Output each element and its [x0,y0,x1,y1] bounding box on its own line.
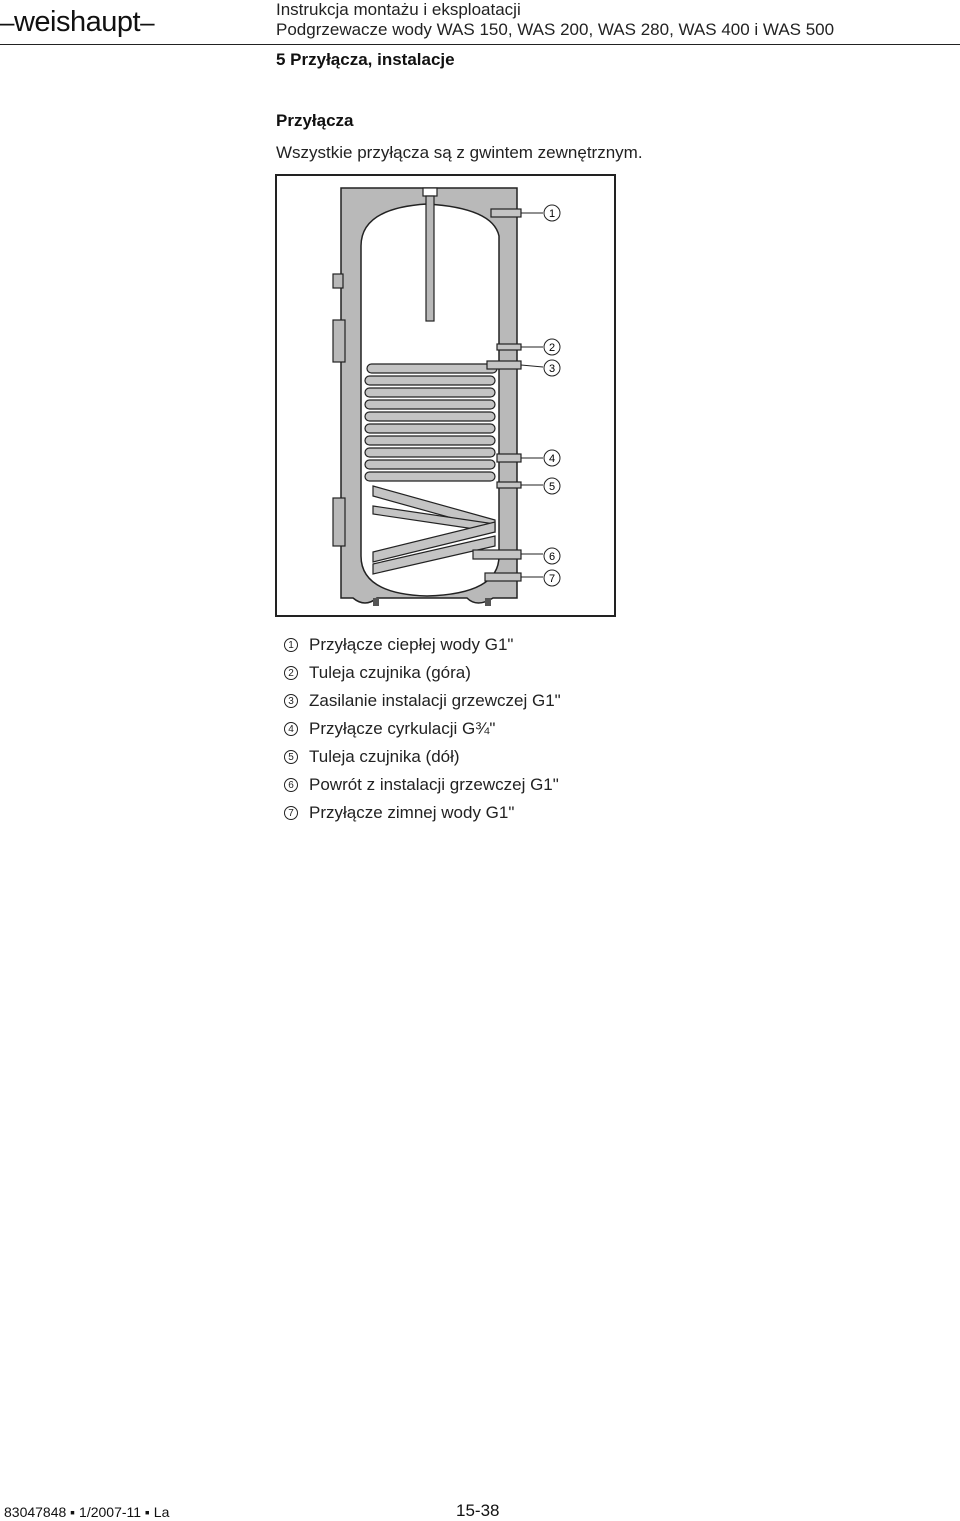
tank-foot-left [373,598,379,606]
legend-text: Przyłącze cyrkulacji G¾" [309,719,496,738]
svg-text:6: 6 [548,551,556,563]
subsection-title: Przyłącza [276,111,354,130]
legend-number: 4 [284,722,298,736]
page-number: 15-38 [456,1501,500,1520]
legend-text: Tuleja czujnika (góra) [309,663,471,682]
callout-3 [544,360,560,376]
document-title-line2: Podgrzewacze wody WAS 150, WAS 200, WAS 280, WAS 400 i WAS 500 [276,20,835,39]
water-heater-diagram [275,174,616,617]
svg-text:7: 7 [548,573,556,585]
legend-item [284,659,561,687]
callout-2 [544,339,560,355]
legend-number: 1 [284,638,298,652]
intro-text: Wszystkie przyłącza są z gwintem zewnętrznym. [276,143,643,162]
legend-item [284,715,561,743]
legend-number: 5 [284,750,298,764]
legend-number: 7 [284,806,298,820]
document-title [276,0,834,40]
left-flange-top [333,274,343,288]
tank-foot-right [485,598,491,606]
svg-text:5: 5 [548,481,556,493]
legend-text: Powrót z instalacji grzewczej G1" [309,775,559,794]
callout-5 [544,478,560,494]
legend-text: Tuleja czujnika (dół) [309,747,460,766]
legend-text: Zasilanie instalacji grzewczej G1" [309,691,561,710]
callout-4 [544,450,560,466]
logo-text: weishaupt [13,6,141,38]
legend-number: 6 [284,778,298,792]
svg-text:4: 4 [548,453,556,465]
svg-text:3: 3 [548,363,556,375]
legend-text: Przyłącze ciepłej wody G1" [309,635,514,654]
legend-item [284,687,561,715]
legend-item [284,799,561,827]
left-flange-bottom [333,498,345,546]
legend-number: 3 [284,694,298,708]
callout-1 [544,205,560,221]
header-divider [0,44,960,45]
callout-7 [544,570,560,586]
legend-text: Przyłącze zimnej wody G1" [309,803,515,822]
document-code: 83047848 ▪ 1/2007-11 ▪ La [4,1504,170,1520]
legend-item [284,743,561,771]
section-title: 5 Przyłącza, instalacje [276,50,455,69]
legend-item [284,631,561,659]
connection-legend [284,631,561,827]
legend-number: 2 [284,666,298,680]
tank-drawing [277,176,618,619]
legend-item [284,771,561,799]
callout-leaders [521,213,543,577]
weishaupt-logo: –weishaupt– [0,6,155,38]
top-fitting [423,188,437,196]
callout-6 [544,548,560,564]
svg-text:2: 2 [548,342,556,354]
anode-rod [426,196,434,321]
left-flange-middle [333,320,345,362]
document-title-line1: Instrukcja montażu i eksploatacji [276,0,521,19]
svg-text:1: 1 [548,208,556,220]
